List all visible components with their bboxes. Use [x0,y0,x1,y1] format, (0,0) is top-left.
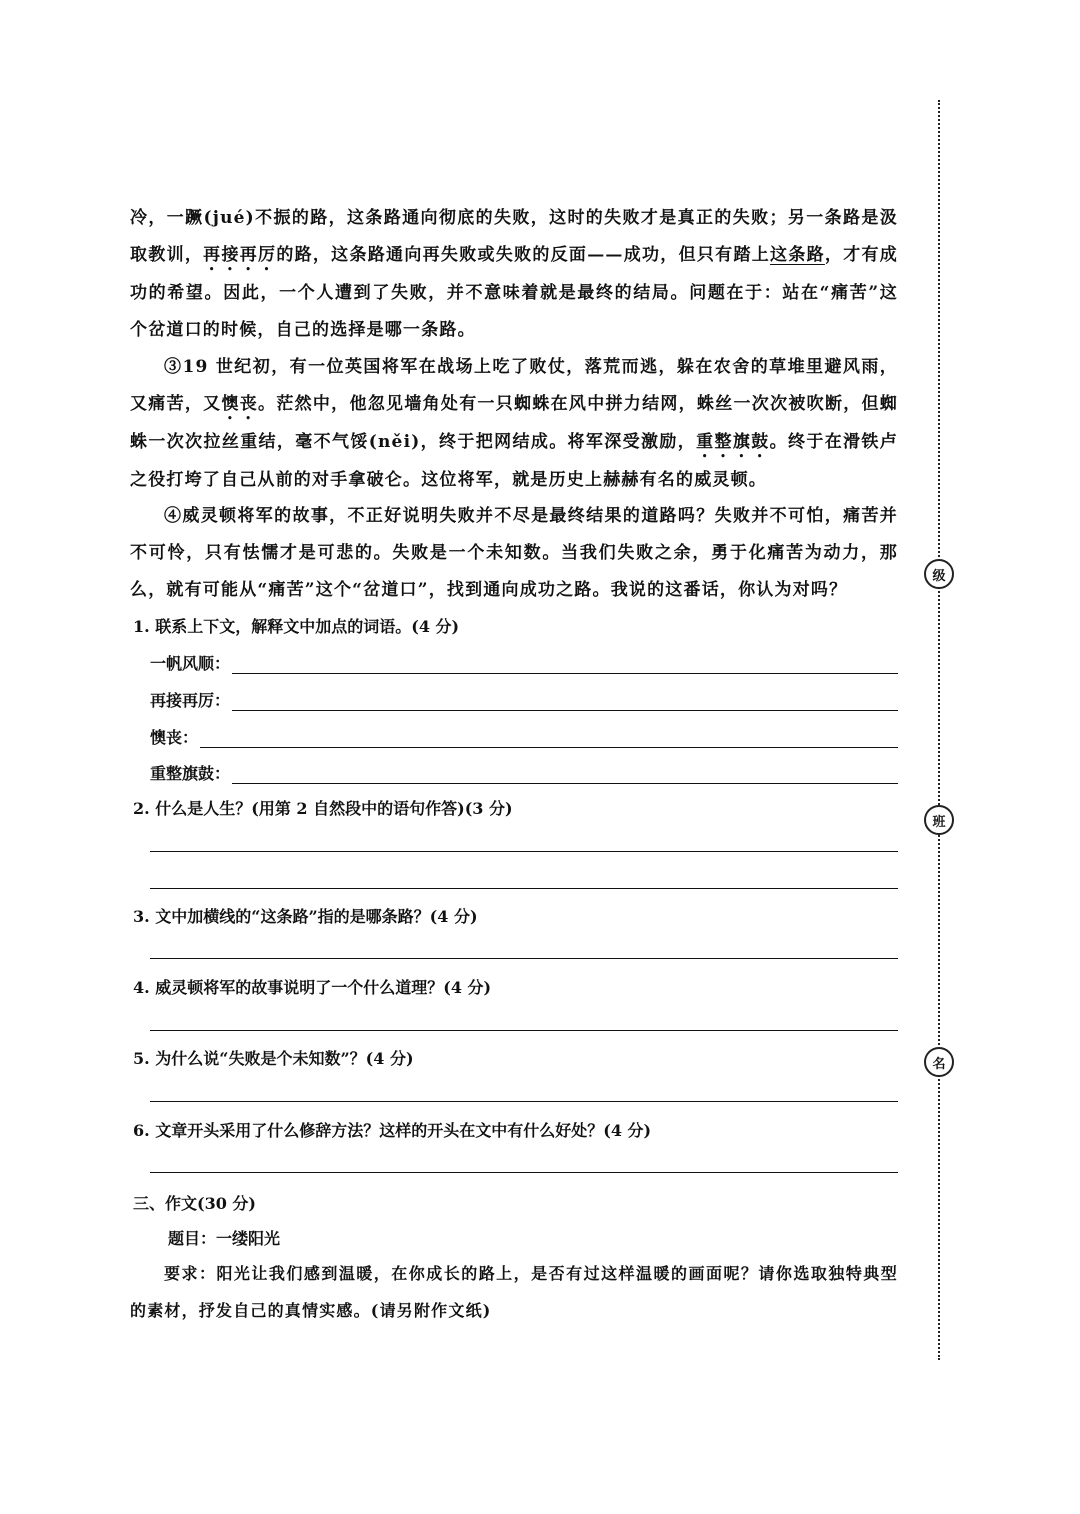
composition-title: 题目：一缕阳光 [168,1229,281,1248]
question-2: 2. 什么是人生？(用第 2 自然段中的语句作答)(3 分) [133,799,513,818]
dotted-term-chongzhengqigu: 重整旗鼓 [696,432,770,452]
term-label: 一帆风顺： [150,654,231,673]
dotted-term-zaijiezaili: 再接再厉 [203,245,277,265]
composition-requirement: 要求：阳光让我们感到温暖，在你成长的路上，是否有过这样温暖的画面呢？请你选取独特典型的素材，抒发自己的真情实感。(请另附作文纸) [130,1264,898,1320]
margin-seal-name: 名 [924,1047,954,1077]
question-3: 3. 文中加横线的“这条路”指的是哪条路？(4 分) [133,907,478,926]
term-label: 再接再厉： [150,691,231,710]
answer-row-chongzhengqigu [150,758,898,784]
passage-text: ③19 世纪初，有一位英国将军在战场上吃了败仗，落荒而逃，躲在农舍的草堆里避风雨，又痛苦，又 [130,357,898,414]
answer-blank[interactable] [232,692,898,711]
answer-line-q4[interactable] [150,1030,898,1031]
answer-line-q5[interactable] [150,1101,898,1102]
answer-line-q2-2[interactable] [150,888,898,889]
margin-seal-ban: 班 [924,805,954,835]
binding-dotted-line [938,100,940,1360]
question-6: 6. 文章开头采用了什么修辞方法？这样的开头在文中有什么好处？(4 分) [133,1121,652,1140]
passage-text: 的路，这条路通向再失败或失败的反面——成功，但只有踏上 [276,245,771,265]
passage-text: 。茫然中，他忽见墙角处有一只蜘蛛在风中拼力结网，蛛丝一次次被吹断，但蜘蛛一次次拉丝重结，毫不气馁(něi)，终于把网结成。将军深受激励， [130,394,899,452]
question-1: 1. 联系上下文，解释文中加点的词语。(4 分) [133,617,460,636]
passage-text: 冷，一蹶(jué)不振的路，这条路通向彻底的失败，这时的失败才是真正的失败；另一条路是汲取教训， [130,208,898,265]
passage-paragraph-2-continued [130,200,898,349]
term-label: 重整旗鼓： [150,764,231,783]
answer-line-q6[interactable] [150,1172,898,1173]
passage-text: ，才有成功的希望。因此，一个人遭到了失败，并不意味着就是最终的结局。问题在于：站在“痛苦”这个岔道口的时候，自己的选择是哪一条路。 [130,245,898,340]
composition-heading: 三、作文(30 分) [133,1194,256,1213]
answer-line-q2-1[interactable] [150,851,898,852]
question-4: 4. 威灵顿将军的故事说明了一个什么道理？(4 分) [133,978,492,997]
passage-paragraph-3 [130,349,898,499]
question-5: 5. 为什么说“失败是个未知数”？(4 分) [133,1049,414,1068]
answer-line-q3[interactable] [150,958,898,959]
answer-row-aosang [150,722,898,748]
passage-paragraph-4: ④威灵顿将军的故事，不正好说明失败并不尽是最终结果的道路吗？失败并不可怕，痛苦并不可怜，只有怯懦才是可悲的。失败是一个未知数。当我们失败之余，勇于化痛苦为动力，那么，就有可能从“痛苦”这个“岔道口”，找到通向成功之路。我说的这番话，你认为对吗？ [130,506,898,600]
answer-row-yifanfengshun [150,648,898,674]
answer-row-zaijiezaili [150,685,898,711]
answer-blank[interactable] [232,765,898,784]
answer-blank[interactable] [232,655,898,674]
dotted-term-aosang: 懊丧 [221,394,259,414]
passage-text: 。终于在滑铁卢之役打垮了自己从前的对手拿破仑。这位将军，就是历史上赫赫有名的威灵顿。 [130,432,898,490]
term-label: 懊丧： [150,728,199,747]
answer-blank[interactable] [200,729,898,748]
margin-seal-class: 级 [924,559,954,589]
underlined-phrase-zhetiaolu: 这条路 [770,245,825,265]
